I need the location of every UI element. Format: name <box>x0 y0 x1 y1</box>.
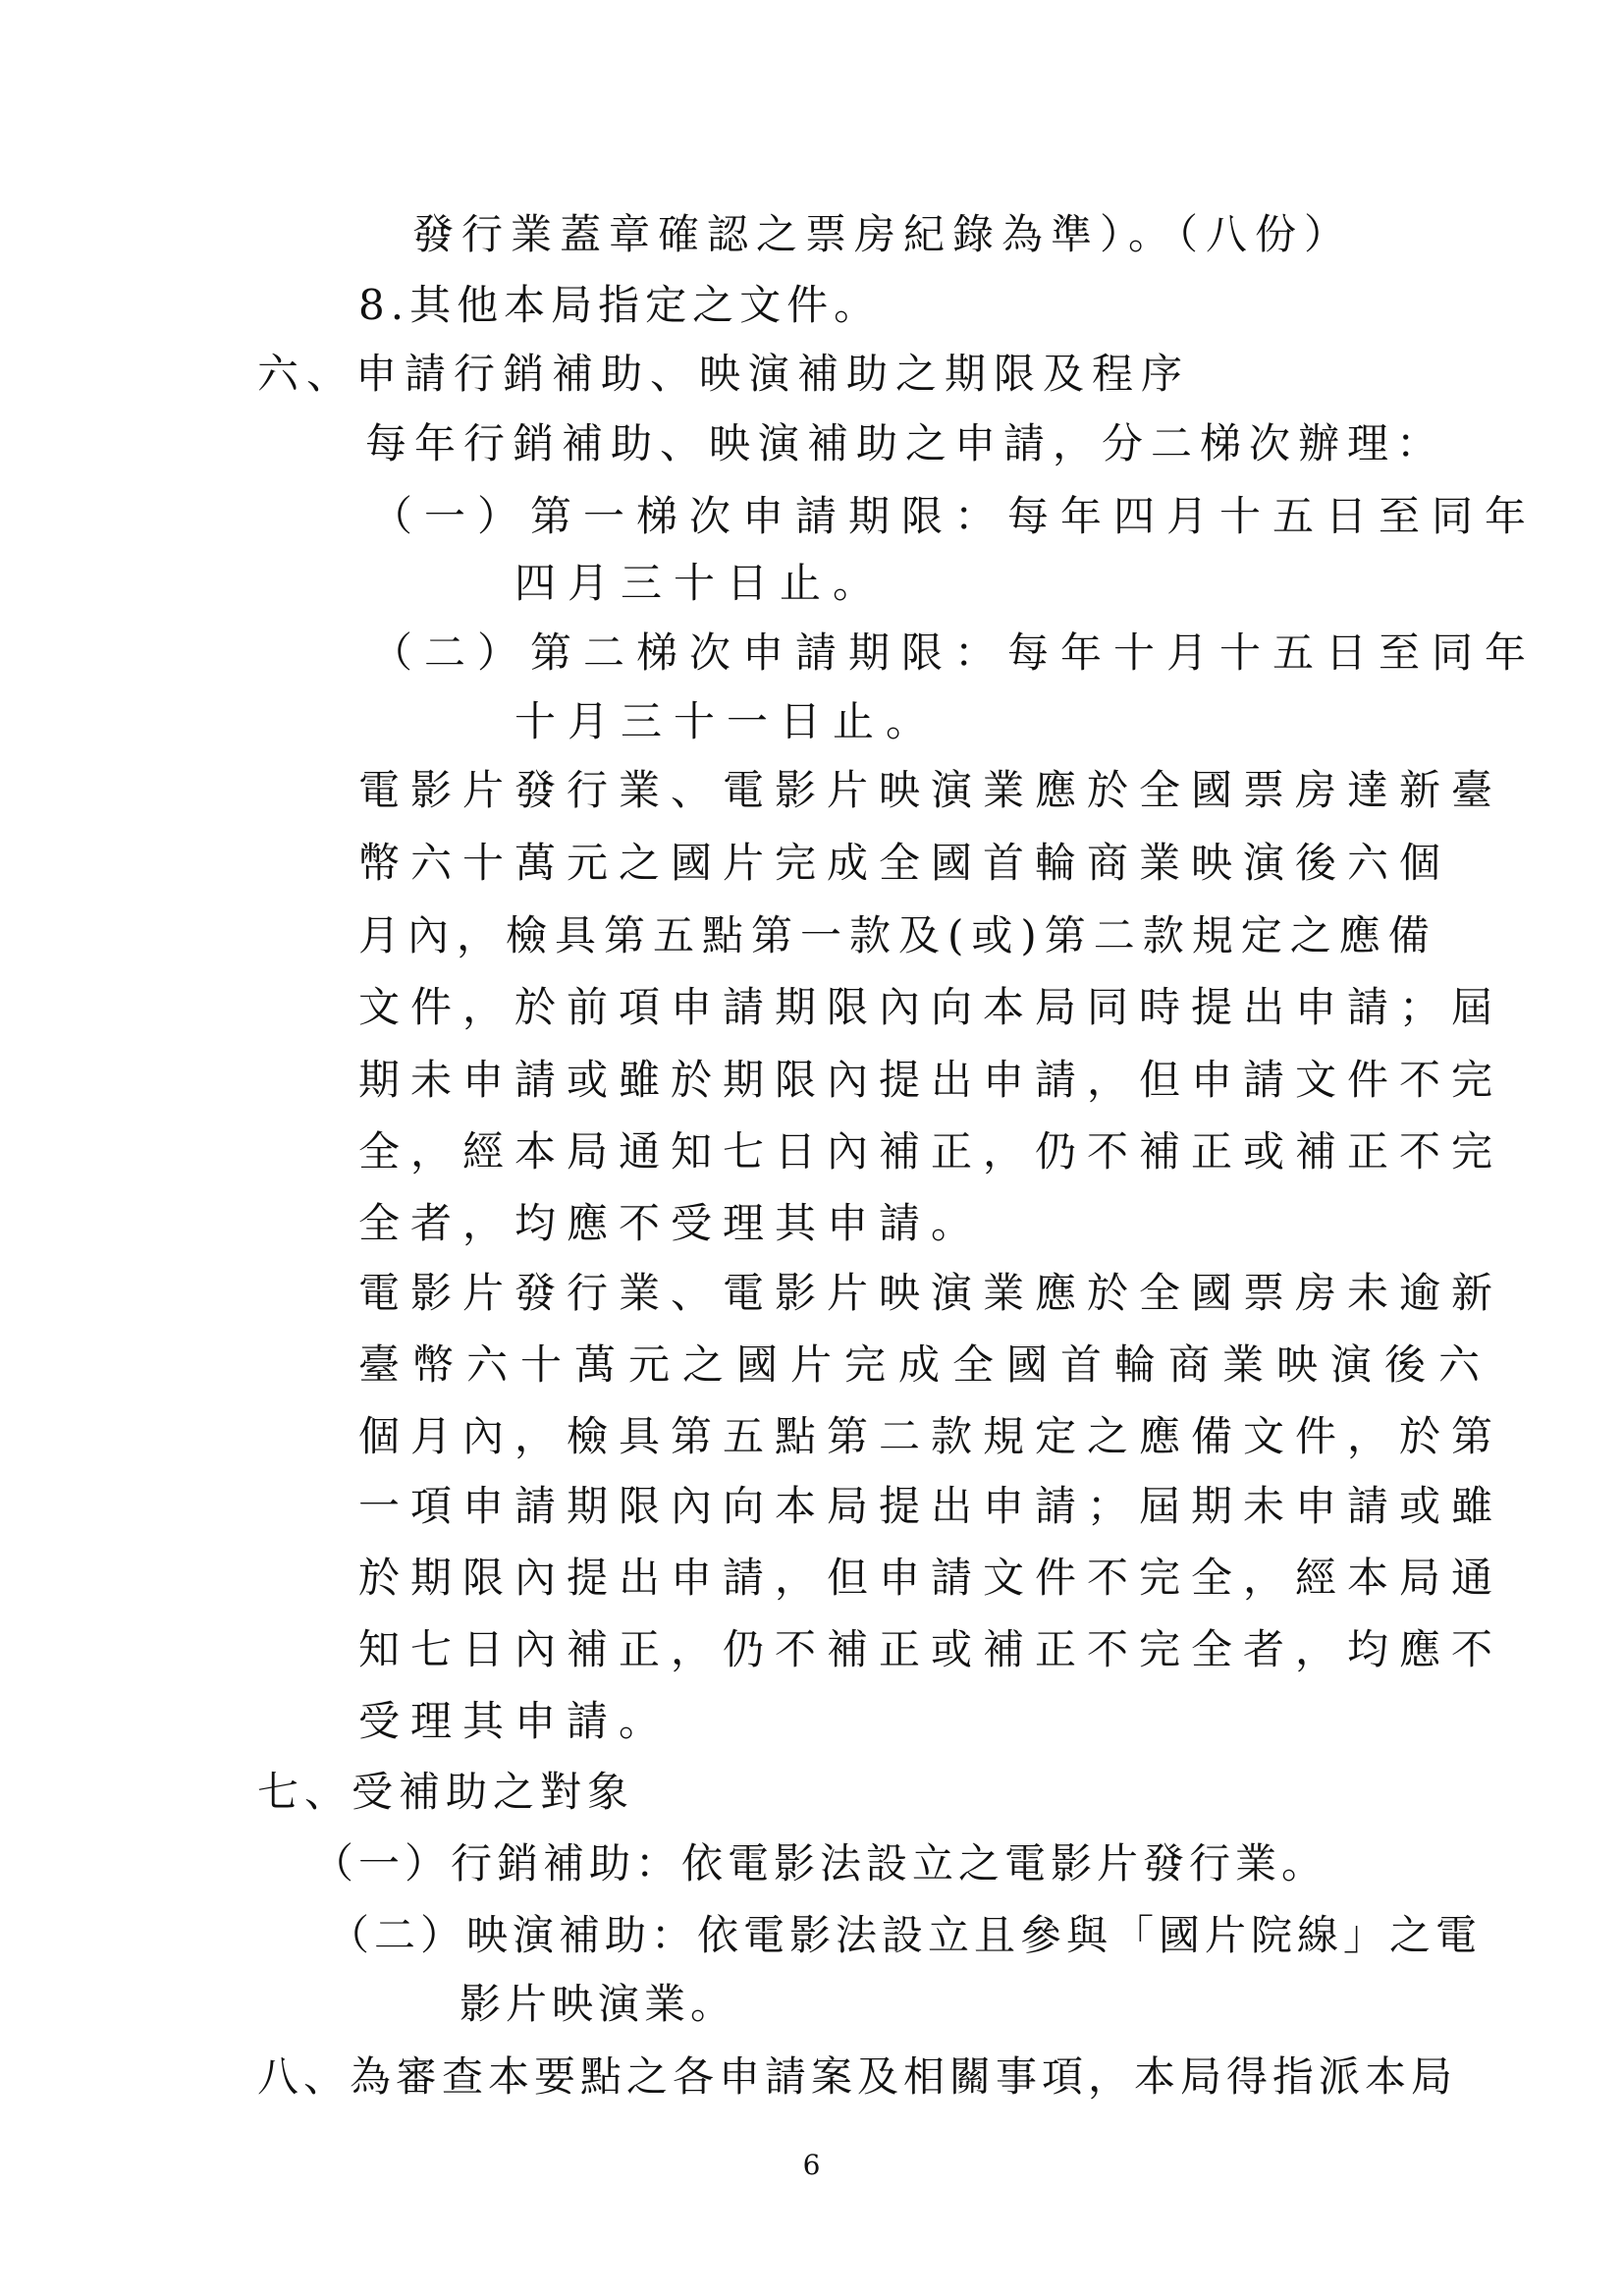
text-line: 文件，於前項申請期限內向本局同時提出申請；屆 <box>358 983 1504 1031</box>
text-line: 每年行銷補助、映演補助之申請，分二梯次辦理： <box>365 419 1446 467</box>
list-item: （二）映演補助：依電影法設立且參與「國片院線」之電 <box>328 1911 1483 1959</box>
text-line: 臺幣六十萬元之國片完成全國首輪商業映演後六 <box>358 1340 1493 1389</box>
text-line: 一項申請期限內向本局提出申請；屆期未申請或雖 <box>358 1482 1504 1530</box>
list-item: （二）第二梯次申請期限：每年十月十五日至同年 <box>371 629 1539 677</box>
text-line: 月內，檢具第五點第一款及(或)第二款規定之應備 <box>358 911 1437 959</box>
text-line: 個月內，檢具第五點第二款規定之應備文件，於第 <box>358 1412 1504 1460</box>
list-item: （一）行銷補助：依電影法設立之電影片發行業。 <box>312 1839 1328 1887</box>
text-line: 期未申請或雖於期限內提出申請，但申請文件不完 <box>358 1056 1504 1104</box>
text-line: 電影片發行業、電影片映演業應於全國票房未逾新 <box>358 1269 1504 1317</box>
text-line: 全者，均應不受理其申請。 <box>358 1199 984 1247</box>
text-line: 受理其申請。 <box>358 1697 672 1745</box>
text-line: 發行業蓋章確認之票房紀錄為準）。（八份） <box>412 210 1354 258</box>
text-line: 8.其他本局指定之文件。 <box>358 281 882 329</box>
section-heading: 八、為審查本要點之各申請案及相關事項，本局得指派本局 <box>257 2052 1458 2101</box>
text-line: 電影片發行業、電影片映演業應於全國票房達新臺 <box>358 766 1504 814</box>
page-number: 6 <box>802 2149 821 2181</box>
list-item-continuation: 十月三十一日止。 <box>514 697 940 745</box>
list-item-continuation: 四月三十日止。 <box>514 559 887 607</box>
text-line: 全，經本局通知七日內補正，仍不補正或補正不完 <box>358 1127 1504 1175</box>
text-line: 幣六十萬元之國片完成全國首輪商業映演後六個 <box>358 839 1452 887</box>
list-item-continuation: 影片映演業。 <box>460 1980 737 2028</box>
text-line: 於期限內提出申請，但申請文件不完全，經本局通 <box>358 1554 1504 1602</box>
list-item: （一）第一梯次申請期限：每年四月十五日至同年 <box>371 492 1539 540</box>
section-heading: 六、申請行銷補助、映演補助之期限及程序 <box>257 350 1191 398</box>
section-heading: 七、受補助之對象 <box>257 1768 635 1816</box>
text-line: 知七日內補正，仍不補正或補正不完全者，均應不 <box>358 1625 1504 1673</box>
